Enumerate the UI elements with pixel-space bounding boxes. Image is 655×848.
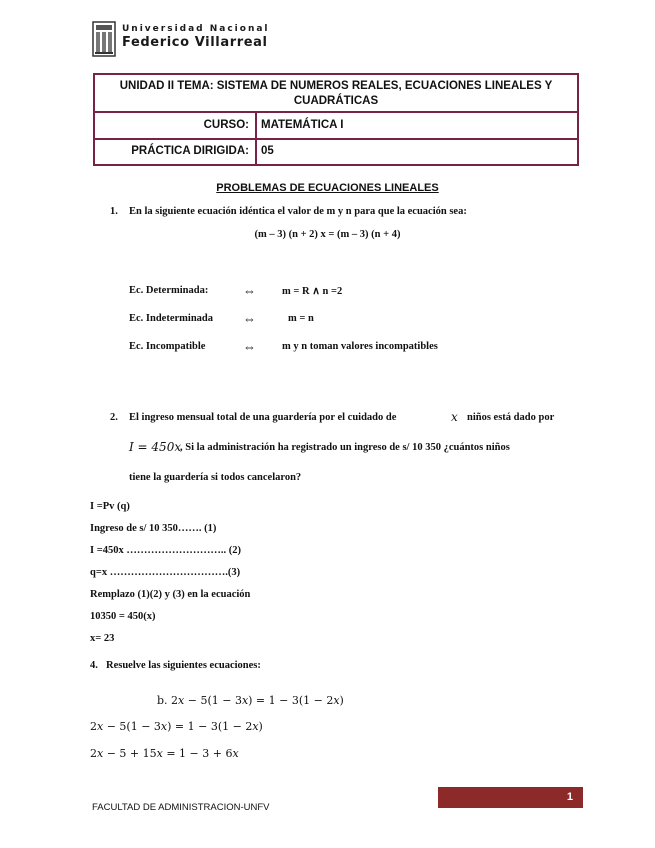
unit-title: UNIDAD II TEMA: SISTEMA DE NUMEROS REALES, ECUACIONES LINEALES Y CUADRÁTICAS <box>119 80 553 107</box>
solution-line: Ingreso de s/ 10 350……. (1) <box>90 523 217 534</box>
solution-line: I =450x ……………………….. (2) <box>90 545 241 556</box>
page-number-box <box>438 787 583 808</box>
solution-line: I =Pv (q) <box>90 501 130 512</box>
problem-2-line-3: tiene la guardería si todos cancelaron? <box>129 472 302 483</box>
page-number: 1 <box>566 791 573 803</box>
problem-4-text: Resuelve las siguientes ecuaciones: <box>106 660 261 671</box>
problem-2-line-2: , Si la administración ha registrado un ingreso de s/ 10 350 ¿cuántos niños <box>180 442 510 453</box>
case-label-determinada: Ec. Determinada: <box>129 285 209 296</box>
university-logo <box>92 21 270 58</box>
case-condition-indeterminada: m = n <box>288 313 314 324</box>
practice-label: PRÁCTICA DIRIGIDA: <box>131 145 249 157</box>
iff-icon: ⇔ <box>243 311 256 326</box>
header-row-practice <box>95 140 577 164</box>
solution-line: x= 23 <box>90 633 115 644</box>
solution-line: Remplazo (1)(2) y (3) en la ecuación <box>90 589 251 600</box>
case-label-indeterminada: Ec. Indeterminada <box>129 313 213 324</box>
practice-value: 05 <box>261 145 274 157</box>
problem-2-number: 2. <box>110 412 118 423</box>
problem-4-item-b: b. 2𝑥 − 5(1 − 3𝑥) = 1 − 3(1 − 2𝑥) <box>157 694 344 707</box>
iff-icon: ⇔ <box>243 283 256 298</box>
logo-line-2: Federico Villarreal <box>122 35 268 50</box>
course-label: CURSO: <box>203 119 249 131</box>
solution-line: q=x …………………………….(3) <box>90 567 241 578</box>
course-value: MATEMÁTICA I <box>261 119 344 131</box>
iff-icon: ⇔ <box>243 339 256 354</box>
footer-text: FACULTAD DE ADMINISTRACION-UNFV <box>92 802 270 813</box>
case-condition-incompatible: m y n toman valores incompatibles <box>282 341 438 352</box>
problem-1-number: 1. <box>110 206 118 217</box>
header-row-title <box>95 75 577 113</box>
case-label-incompatible: Ec. Incompatible <box>129 341 206 352</box>
problem-1-text: En la siguiente ecuación idéntica el valor de m y n para que la ecuación sea: <box>129 206 467 217</box>
problem-2-line-1a: El ingreso mensual total de una guardería por el cuidado de <box>129 412 397 423</box>
problem-4-number: 4. <box>90 660 98 671</box>
header-row-course <box>95 113 577 140</box>
problem-4-step-2: 2𝑥 − 5 + 15𝑥 = 1 − 3 + 6𝑥 <box>90 747 239 760</box>
problem-2-variable: x <box>451 410 458 424</box>
solution-line: 10350 = 450(x) <box>90 611 156 622</box>
problem-4-step-1: 2𝑥 − 5(1 − 3𝑥) = 1 − 3(1 − 2𝑥) <box>90 720 263 733</box>
university-crest-icon <box>92 21 116 57</box>
logo-line-1: Universidad Nacional <box>122 24 270 34</box>
section-title: PROBLEMAS DE ECUACIONES LINEALES <box>216 182 439 194</box>
header-table <box>93 73 579 166</box>
problem-2-formula: I = 450x <box>129 440 182 454</box>
problem-1-equation: (m – 3) (n + 2) x = (m – 3) (n + 4) <box>254 229 401 240</box>
case-condition-determinada: m = R ∧ n =2 <box>282 286 343 297</box>
problem-2-line-1b: niños está dado por <box>467 412 555 423</box>
